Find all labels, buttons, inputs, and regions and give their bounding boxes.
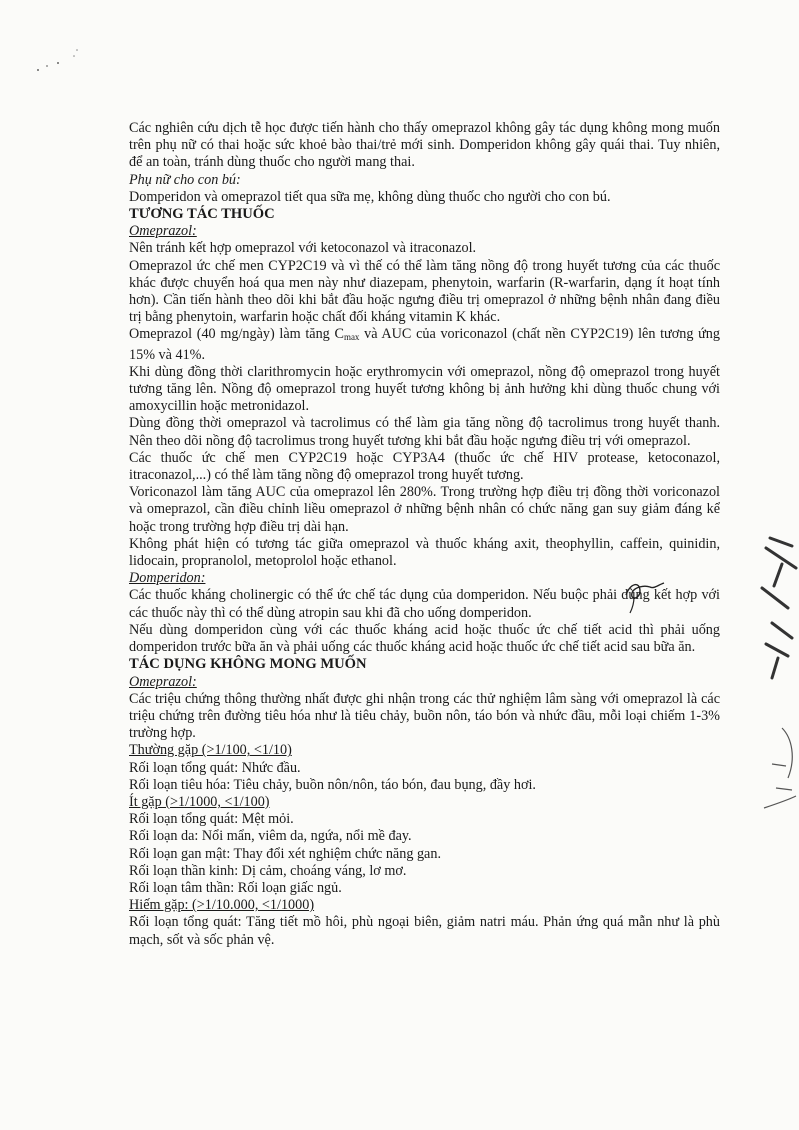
- adverse-list-item: Rối loạn gan mật: Thay đổi xét nghiệm chức năng gan.: [129, 845, 441, 862]
- cmax-text-after: và AUC của voriconazol (chất nền CYP2C19) lên tương ứng 15% và 41%.: [129, 326, 720, 363]
- common-frequency-heading: Thường gặp (>1/100, <1/10): [129, 742, 292, 759]
- interaction-paragraph: Nên tránh kết hợp omeprazol với ketoconazol và itraconazol.: [129, 240, 477, 257]
- adverse-list-item: Rối loạn tâm thần: Rối loạn giấc ngủ.: [129, 879, 342, 896]
- adverse-list-item: Rối loạn tiêu hóa: Tiêu chảy, buồn nôn/nôn, táo bón, đau bụng, đầy hơi.: [129, 776, 536, 793]
- interaction-paragraph: Các thuốc kháng cholinergic có thể ức chế tác dụng của domperidon. Nếu buộc phải dùng kết hợp với các thuốc này thì có thể dùng atropin sau khi đã cho uống domperidon.: [129, 587, 720, 621]
- adverse-effects-heading: TÁC DỤNG KHÔNG MONG MUỐN: [129, 656, 367, 673]
- scan-specks: [28, 48, 88, 78]
- adverse-intro-paragraph: Các triệu chứng thông thường nhất được ghi nhận trong các thử nghiệm lâm sàng với omeprazol là các triệu chứng trên đường tiêu hóa như là tiêu chảy, buồn nôn, táo bón và nhức đầu, mỗi loại chiếm 1-3% trường hợp.: [129, 690, 720, 742]
- adverse-omeprazol-subheading: Omeprazol:: [129, 673, 197, 690]
- interactions-domperidon-subheading: Domperidon:: [129, 570, 206, 587]
- adverse-list-item: Rối loạn da: Nổi mẩn, viêm da, ngứa, nổi mề đay.: [129, 828, 412, 845]
- interaction-paragraph: Không phát hiện có tương tác giữa omeprazol và thuốc kháng axit, theophyllin, caffein, quinidin, lidocain, propranolol, metoprolol hoặc ethanol.: [129, 535, 720, 570]
- adverse-list-item: Rối loạn tổng quát: Mệt mỏi.: [129, 811, 294, 828]
- document-page: [129, 120, 720, 949]
- pregnancy-paragraph: Các nghiên cứu dịch tễ học được tiến hành cho thấy omeprazol không gây tác dụng không mong muốn trên phụ nữ có thai hoặc sức khoẻ bào thai/trẻ mới sinh. Domperidon không gây quái thai. Tuy nhiên, để an toàn, tránh dùng thuốc cho người mang thai.: [129, 120, 720, 171]
- rare-frequency-heading: Hiếm gặp: (>1/10.000, <1/1000): [129, 897, 315, 914]
- cmax-subscript: max: [343, 332, 360, 343]
- adverse-rare-paragraph: Rối loạn tổng quát: Tăng tiết mồ hôi, phù ngoại biên, giảm natri máu. Phản ứng quá mẫn như là phù mạch, sốt và sốc phản vệ.: [129, 914, 720, 948]
- interaction-paragraph: Các thuốc ức chế men CYP2C19 hoặc CYP3A4 (thuốc ức chế HIV protease, ketoconazol, itraconazol,...) có thể làm tăng nồng độ omeprazol trong huyết tương.: [129, 449, 720, 484]
- interaction-paragraph: Nếu dùng domperidon cùng với các thuốc kháng acid hoặc thuốc ức chế tiết acid thì phải uống domperidon trước bữa ăn và phải uống các thuốc kháng acid hoặc thuốc ức chế tiết acid sau bữa ăn.: [129, 621, 720, 656]
- cmax-text-before: Omeprazol (40 mg/ngày) làm tăng C: [129, 326, 344, 343]
- interactions-heading: TƯƠNG TÁC THUỐC: [129, 206, 275, 223]
- interaction-paragraph: Dùng đồng thời omeprazol và tacrolimus có thể làm gia tăng nồng độ tacrolimus trong huyết thanh. Nên theo dõi nồng độ tacrolimus trong huyết tương khi bắt đầu hoặc ngưng điều trị với omeprazol.: [129, 415, 720, 449]
- breastfeeding-paragraph: Domperidon và omeprazol tiết qua sữa mẹ, không dùng thuốc cho người cho con bú.: [129, 188, 611, 205]
- breastfeeding-subheading: Phụ nữ cho con bú:: [129, 171, 241, 188]
- adverse-list-item: Rối loạn tổng quát: Nhức đầu.: [129, 759, 301, 776]
- interaction-paragraph: Omeprazol ức chế men CYP2C19 và vì thế có thể làm tăng nồng độ trong huyết tương của các thuốc khác được chuyển hoá qua men này như diazepam, phenytoin, warfarin (R-warfarin, dạng ít hoạt tính hơn). Cần tiến hành theo dõi khi bắt đầu hoặc ngưng điều trị omeprazol ở những bệnh nhân đang điều trị bằng phenytoin, warfarin hoặc chất đối kháng vitamin K khác.: [129, 257, 720, 326]
- adverse-list-item: Rối loạn thần kinh: Dị cảm, choáng váng, lơ mơ.: [129, 862, 407, 879]
- interaction-voriconazol-cmax: [129, 326, 720, 363]
- partial-stamp: [752, 528, 799, 828]
- interaction-paragraph: Khi dùng đồng thời clarithromycin hoặc erythromycin với omeprazol, nồng độ omeprazol trong huyết tương tăng lên. Nồng độ omeprazol trong huyết tương không bị ảnh hưởng khi dùng thuốc chung với amoxycillin hoặc metronidazol.: [129, 363, 720, 415]
- interaction-paragraph: Voriconazol làm tăng AUC của omeprazol lên 280%. Trong trường hợp điều trị đồng thời voriconazol và omeprazol, cần điều chỉnh liều omeprazol ở những bệnh nhân có chức năng gan suy giảm đáng kể hoặc trong trường hợp điều trị dài hạn.: [129, 484, 720, 535]
- uncommon-frequency-heading: Ít gặp (>1/1000, <1/100): [129, 793, 270, 810]
- interactions-omeprazol-subheading: Omeprazol:: [129, 223, 197, 240]
